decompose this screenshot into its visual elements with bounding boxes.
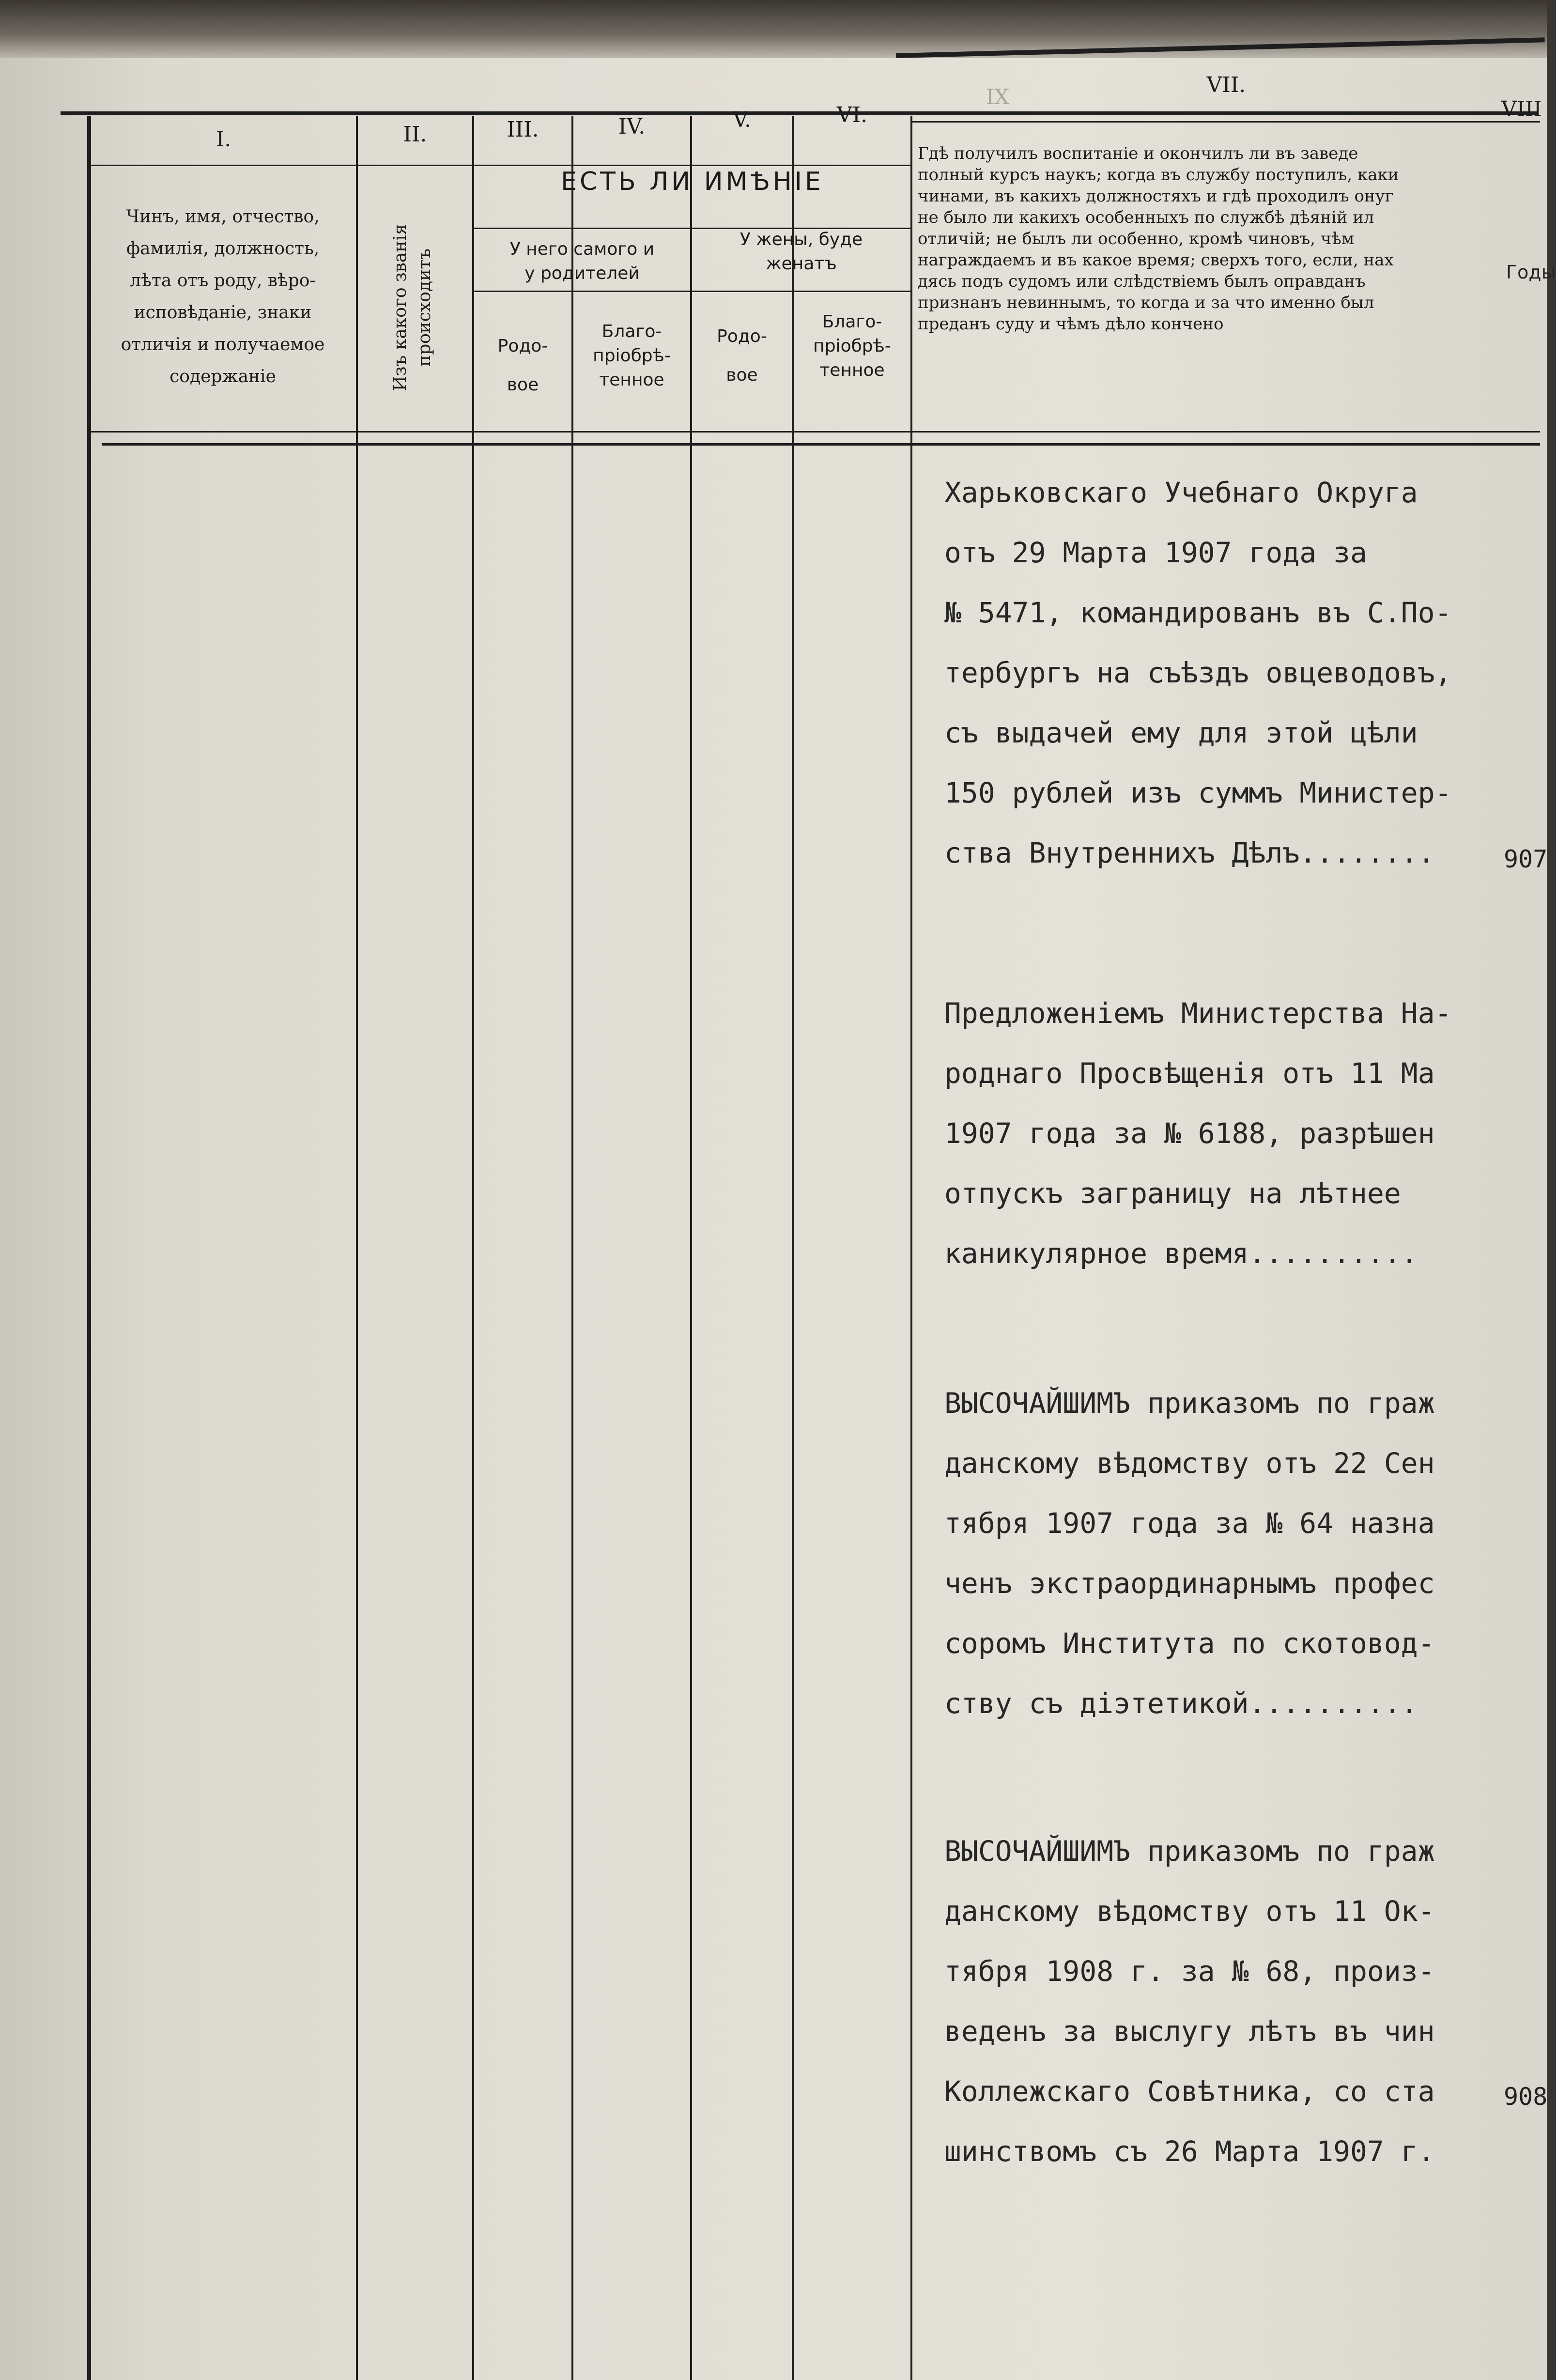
col5-header-text: Родо- вое bbox=[717, 326, 767, 385]
col2-right-rule bbox=[472, 116, 474, 2380]
property-sub-rule bbox=[472, 291, 910, 292]
col4-header-text: Благо- пріобрѣ- тенное bbox=[593, 322, 671, 390]
col5-numeral: V. bbox=[732, 108, 752, 132]
col4-numeral: IV. bbox=[618, 114, 646, 139]
col3-header-text: Родо- вое bbox=[497, 336, 548, 395]
col2-numeral: II. bbox=[403, 122, 427, 147]
col7-header-text: Гдѣ получилъ воспитаніе и окончилъ ли въ заведе полный курсъ наукъ; когда въ службу поступилъ, каки чинами, въ какихъ должностяхъ и гдѣ проходилъ онуг не было ли какихъ особенныхъ по службѣ дѣяній ил отличій; не былъ ли особенно, кромѣ чиновъ, чѣм награждаемъ и въ какое время; сверхъ того, если, нах дясь подъ судомъ или слѣдствіемъ былъ оправданъ признанъ невиннымъ, то когда и за что именно был преданъ суду и чѣмъ дѣло кончено bbox=[918, 144, 1399, 334]
property-wife-header: У жены, буде женатъ bbox=[739, 230, 863, 274]
faint-numeral: IX bbox=[986, 85, 1010, 109]
year-mark-1: 907 bbox=[1504, 845, 1548, 873]
col8-numeral: VIII bbox=[1501, 97, 1542, 122]
numeral-row-rule bbox=[472, 165, 910, 166]
col4-right-rule bbox=[690, 116, 692, 2380]
entry-4: ВЫСОЧАЙШИМЪ приказомъ по граж данскому вѣдомству отъ 11 Ок- тября 1908 г. за № 68, произ- веденъ за выслугу лѣтъ въ чин Коллежскаго Совѣтника, со ста шинствомъ съ 26 Марта 1907 г. bbox=[944, 1835, 1435, 2168]
col6-header-text: Благо- пріобрѣ- тенное bbox=[813, 312, 891, 380]
col6-right-rule bbox=[910, 116, 912, 2380]
col7-numeral: VII. bbox=[1206, 73, 1246, 97]
col1-header-text: Чинъ, имя, отчество, фамилія, должность, лѣта отъ роду, вѣро- исповѣданіе, знаки отличія и получаемое содержаніе bbox=[121, 207, 325, 386]
page-top-edge bbox=[0, 0, 1547, 58]
header-top-rule bbox=[91, 431, 1540, 433]
property-own-header: У него самого и у родителей bbox=[509, 239, 655, 283]
property-split-rule bbox=[690, 228, 692, 291]
col3-numeral: III. bbox=[507, 117, 539, 142]
entry-3: ВЫСОЧАЙШИМЪ приказомъ по граж данскому вѣдомству отъ 22 Сен тября 1907 года за № 64 назна ченъ экстраординарнымъ профес соромъ Института по скотовод- ству съ діэтетикой.......... bbox=[944, 1387, 1435, 1720]
col1-right-rule bbox=[356, 116, 358, 2380]
header-bottom-rule bbox=[102, 443, 1540, 446]
col6-numeral: VI. bbox=[836, 103, 868, 127]
left-border-rule bbox=[87, 116, 91, 2380]
col5-right-rule bbox=[792, 116, 794, 2380]
col7-header-rule bbox=[910, 121, 1540, 123]
col1-numeral: I. bbox=[216, 127, 231, 152]
side-label: Годы bbox=[1506, 262, 1556, 283]
entry-1: Харьковскаго Учебнаго Округа отъ 29 Марта 1907 года за № 5471, командированъ въ С.По- тербургъ на съѣздъ овцеводовъ, съ выдачей ему для этой цѣли 150 рублей изъ суммъ Министер- ства Внутреннихъ Дѣлъ........ bbox=[944, 476, 1452, 869]
entry-2: Предложеніемъ Министерства На- роднаго Просвѣщенія отъ 11 Ма 1907 года за № 6188, разрѣшен отпускъ заграницу на лѣтнее каникулярное время.......... bbox=[944, 997, 1452, 1270]
col2-header-text: Изъ какого званія происходитъ bbox=[390, 224, 434, 391]
col1-header-rule bbox=[91, 165, 472, 166]
col3-right-rule bbox=[571, 116, 573, 2380]
year-mark-2: 908 bbox=[1504, 2083, 1548, 2111]
property-title: ЕСТЬ ЛИ ИМѢНІЕ bbox=[561, 167, 824, 196]
